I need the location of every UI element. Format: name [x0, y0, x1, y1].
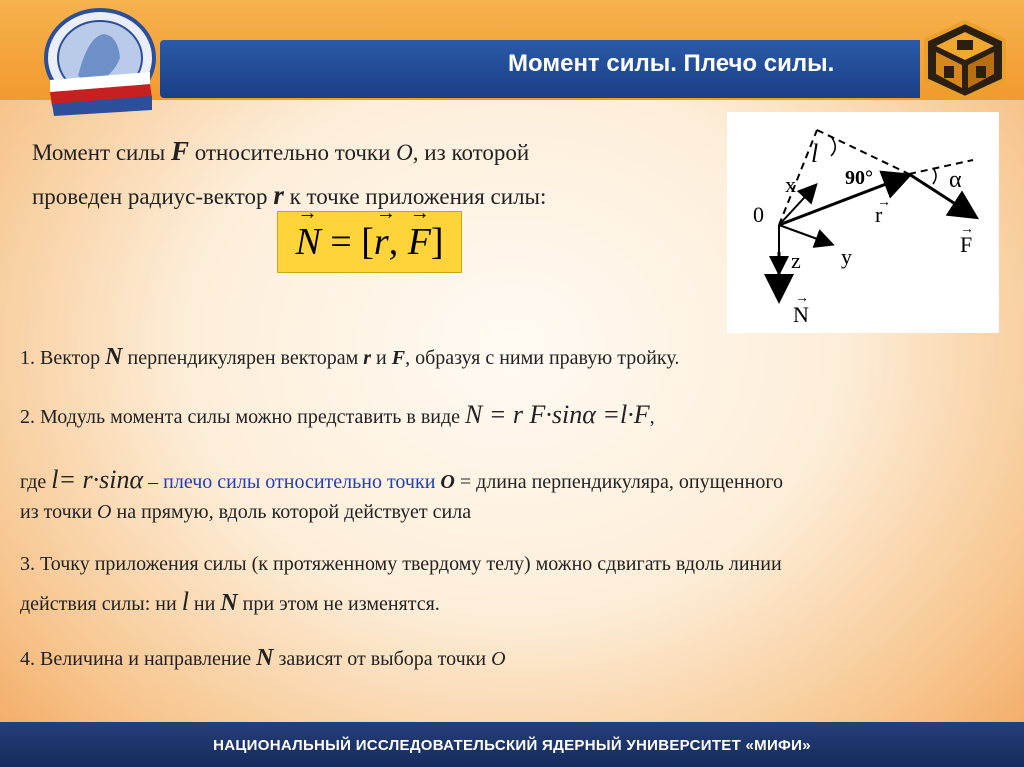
statement-4: 4. Величина и направление N зависят от выбора точки O — [20, 645, 506, 671]
svg-text:→: → — [960, 222, 974, 237]
diagram-label-y: y — [841, 244, 852, 269]
statement-3: 3. Точку приложения силы (к протяженному твердому телу) можно сдвигать вдоль линии действия силы: ни l ни N при этом не изменятся. — [20, 553, 782, 616]
diagram-label-N: N — [793, 302, 809, 327]
lever-formula: l= r·sinα — [51, 465, 144, 494]
lever-arm-definition: где l= r·sinα – плечо силы относительно точки O = длина перпендикуляра, опущенного из точки O на прямую, вдоль которой действует сила — [20, 465, 784, 523]
diagram-label-F: F — [960, 232, 973, 257]
F-vector — [909, 174, 974, 216]
intro-line-2: проведен радиус-вектор r к точке приложения силы: — [32, 180, 547, 210]
cube-logo — [920, 18, 1010, 102]
vector-F: → F — [408, 220, 431, 264]
diagram-label-0: 0 — [753, 202, 764, 227]
diagram-label-alpha: α — [949, 167, 962, 193]
diagram-label-z: z — [791, 248, 801, 273]
diagram-label-x: x — [785, 172, 796, 197]
moment-formula: → N = [→ r, → F] — [278, 220, 461, 264]
r-extension-dashed — [909, 160, 973, 174]
mephi-emblem-logo — [40, 6, 158, 116]
vector-N: → N — [295, 220, 320, 264]
diagram-label-l: l — [811, 139, 819, 168]
formula-box — [277, 211, 462, 273]
intro-line-1: Момент силы F относительно точки O, из которой — [32, 136, 530, 166]
modulus-formula: N = r F·sinα =l·F — [465, 400, 650, 429]
svg-text:→: → — [877, 195, 891, 210]
statement-2: 2. Модуль момента силы можно представить в виде N = r F·sinα =l·F, — [20, 400, 655, 429]
symbol-F: F — [171, 136, 190, 166]
force-moment-diagram — [727, 112, 999, 333]
y-axis — [779, 225, 831, 244]
symbol-r: r — [273, 180, 284, 210]
statement-1: 1. Вектор N перпендикулярен векторам r и F, образуя с ними правую тройку. — [20, 344, 680, 370]
svg-text:→: → — [795, 291, 809, 306]
symbol-O: O — [396, 140, 413, 165]
intro-text — [32, 130, 692, 218]
lever-arm-term: плечо силы относительно точки — [163, 471, 436, 493]
diagram-label-r: r — [875, 202, 883, 227]
page-title: Момент силы. Плечо силы. — [508, 50, 835, 77]
vector-r: → r — [374, 220, 389, 264]
footer-text: НАЦИОНАЛЬНЫЙ ИССЛЕДОВАТЕЛЬСКИЙ ЯДЕРНЫЙ УНИВЕРСИТЕТ «МИФИ» — [213, 737, 811, 754]
diagram-label-90: 90° — [845, 167, 873, 189]
